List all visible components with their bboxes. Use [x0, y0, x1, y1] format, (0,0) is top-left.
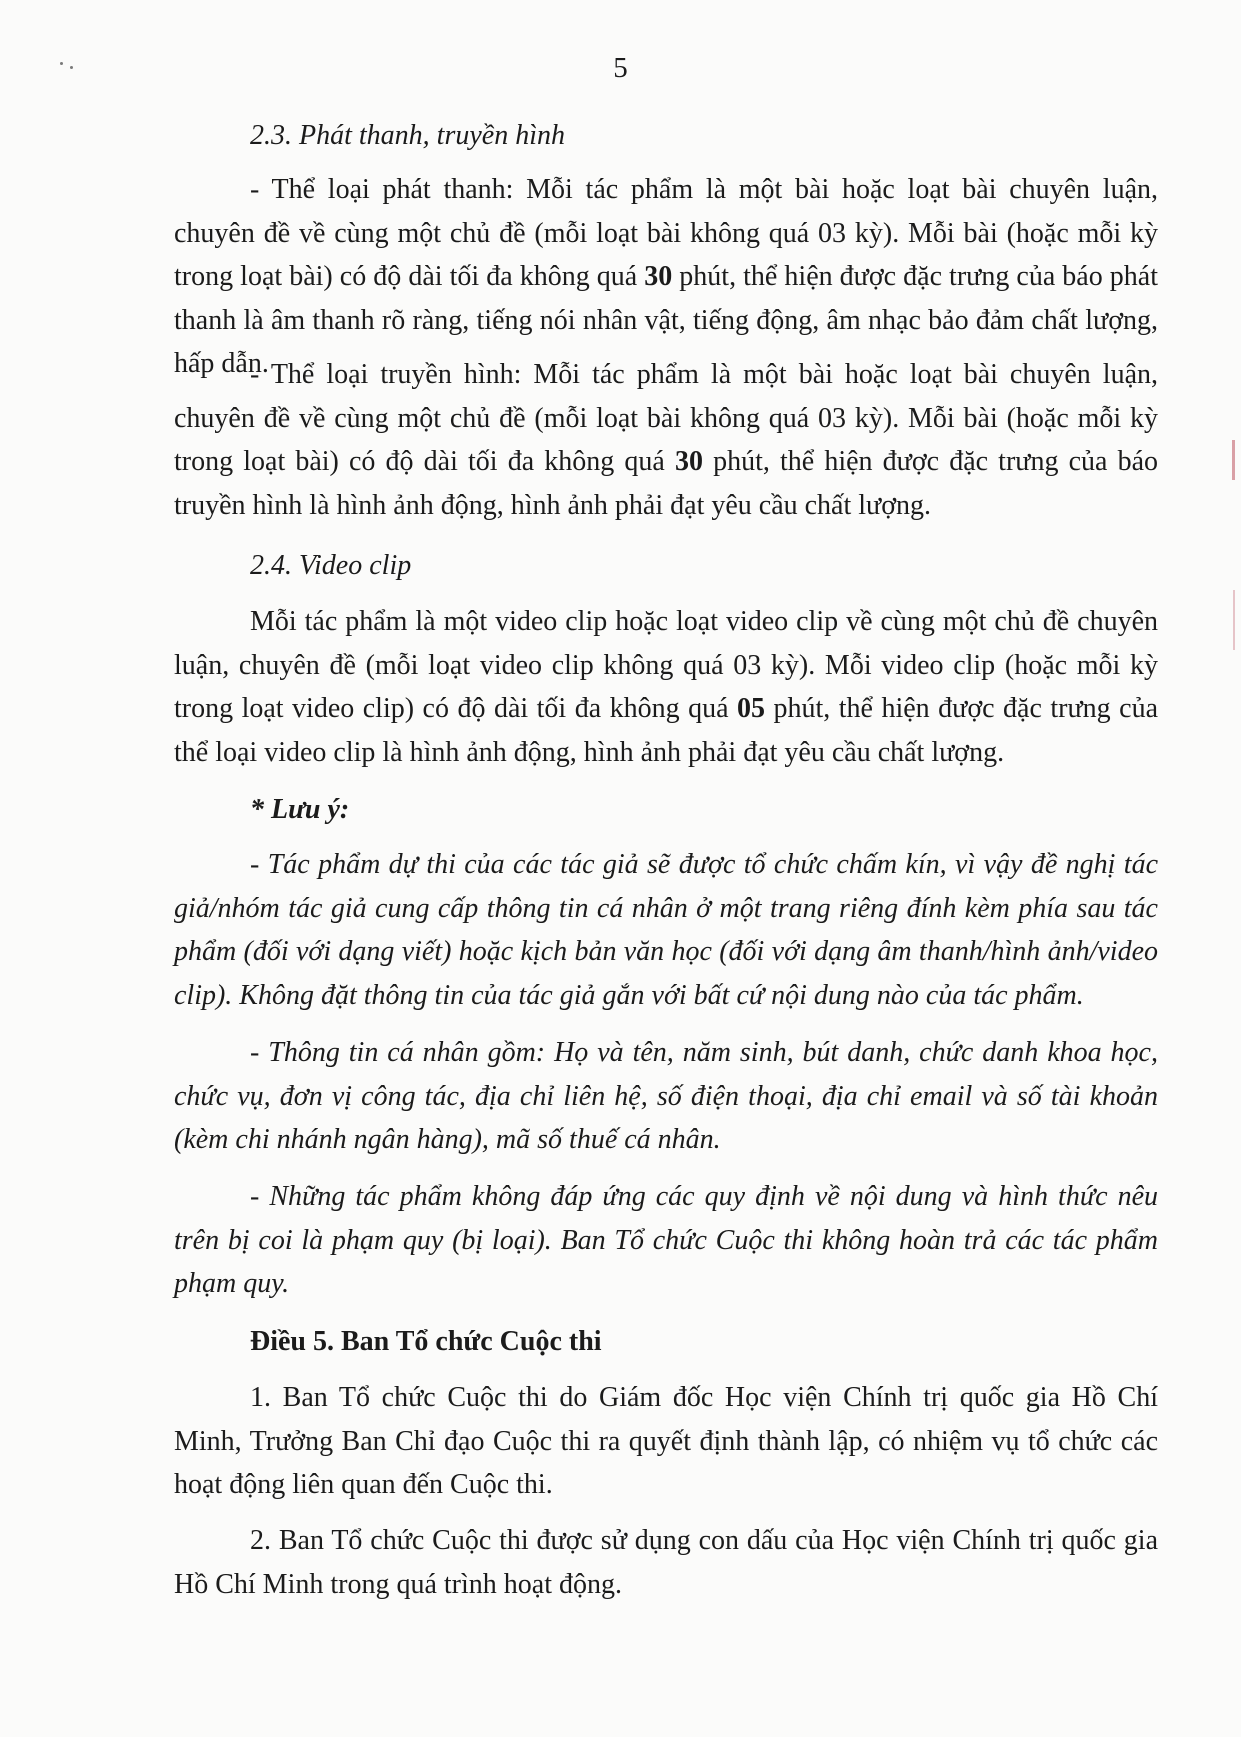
article-5-item: 1. Ban Tổ chức Cuộc thi do Giám đốc Học viện Chính trị quốc gia Hồ Chí Minh, Trưởng Ban Chỉ đạo Cuộc thi ra quyết định thành lập, có nhiệm vụ tổ chức các hoạt động liên quan đến Cuộc thi. [174, 1382, 1158, 1500]
edge-stamp-mark [1233, 590, 1235, 650]
section-heading-2-3: 2.3. Phát thanh, truyền hình [250, 120, 565, 151]
page-number: 5 [613, 52, 628, 84]
note-item: - Tác phẩm dự thi của các tác giả sẽ được tổ chức chấm kín, vì vậy đề nghị tác giả/nhóm tác giả cung cấp thông tin cá nhân ở một trang riêng đính kèm phía sau tác phẩm (đối với dạng viết) hoặc kịch bản văn học (đối với dạng âm thanh/hình ảnh/video clip). Không đặt thông tin của tác giả gắn với bất cứ nội dung nào của tác phẩm. [174, 849, 1158, 1011]
radio-paragraph: - Thể loại phát thanh: Mỗi tác phẩm là một bài hoặc loạt bài chuyên luận, chuyên đề về cùng một chủ đề (mỗi loạt bài không quá 03 kỳ). Mỗi bài (hoặc mỗi kỳ trong loạt bài) có độ dài tối đa không quá 30 phút, thể hiện được đặc trưng của báo phát thanh là âm thanh rõ ràng, tiếng nói nhân vật, tiếng động, âm nhạc bảo đảm chất lượng, hấp dẫn. [174, 174, 1158, 379]
section-2-3 [174, 114, 1158, 158]
video-paragraph: Mỗi tác phẩm là một video clip hoặc loạt video clip về cùng một chủ đề chuyên luận, chuyên đề (mỗi loạt video clip không quá 03 kỳ). Mỗi video clip (hoặc mỗi kỳ trong loạt video clip) có độ dài tối đa không quá 05 phút, thể hiện được đặc trưng của thể loại video clip là hình ảnh động, hình ảnh phải đạt yêu cầu chất lượng. [174, 606, 1159, 768]
note-item: - Những tác phẩm không đáp ứng các quy định về nội dung và hình thức nêu trên bị coi là phạm quy (bị loại). Ban Tổ chức Cuộc thi không hoàn trả các tác phẩm phạm quy. [174, 1181, 1158, 1299]
section-heading-2-4: 2.4. Video clip [250, 550, 412, 581]
note-heading-block [174, 788, 1158, 832]
article-5-heading-block [174, 1320, 1158, 1364]
edge-stamp-mark [1232, 440, 1235, 480]
article-5-item: 2. Ban Tổ chức Cuộc thi được sử dụng con dấu của Học viện Chính trị quốc gia Hồ Chí Minh trong quá trình hoạt động. [174, 1525, 1158, 1600]
tv-paragraph: - Thể loại truyền hình: Mỗi tác phẩm là một bài hoặc loạt bài chuyên luận, chuyên đề về cùng một chủ đề (mỗi loạt bài không quá 03 kỳ). Mỗi bài (hoặc mỗi kỳ trong loạt bài) có độ dài tối đa không quá 30 phút, thể hiện được đặc trưng của báo truyền hình là hình ảnh động, hình ảnh phải đạt yêu cầu chất lượng. [174, 359, 1158, 521]
section-2-4 [174, 544, 1158, 588]
note-heading: * Lưu ý: [250, 794, 350, 825]
note-item: - Thông tin cá nhân gồm: Họ và tên, năm sinh, bút danh, chức danh khoa học, chức vụ, đơn vị công tác, địa chỉ liên hệ, số điện thoại, địa chỉ email và số tài khoản (kèm chi nhánh ngân hàng), mã số thuế cá nhân. [174, 1037, 1158, 1155]
article-5-heading: Điều 5. Ban Tổ chức Cuộc thi [250, 1326, 602, 1357]
